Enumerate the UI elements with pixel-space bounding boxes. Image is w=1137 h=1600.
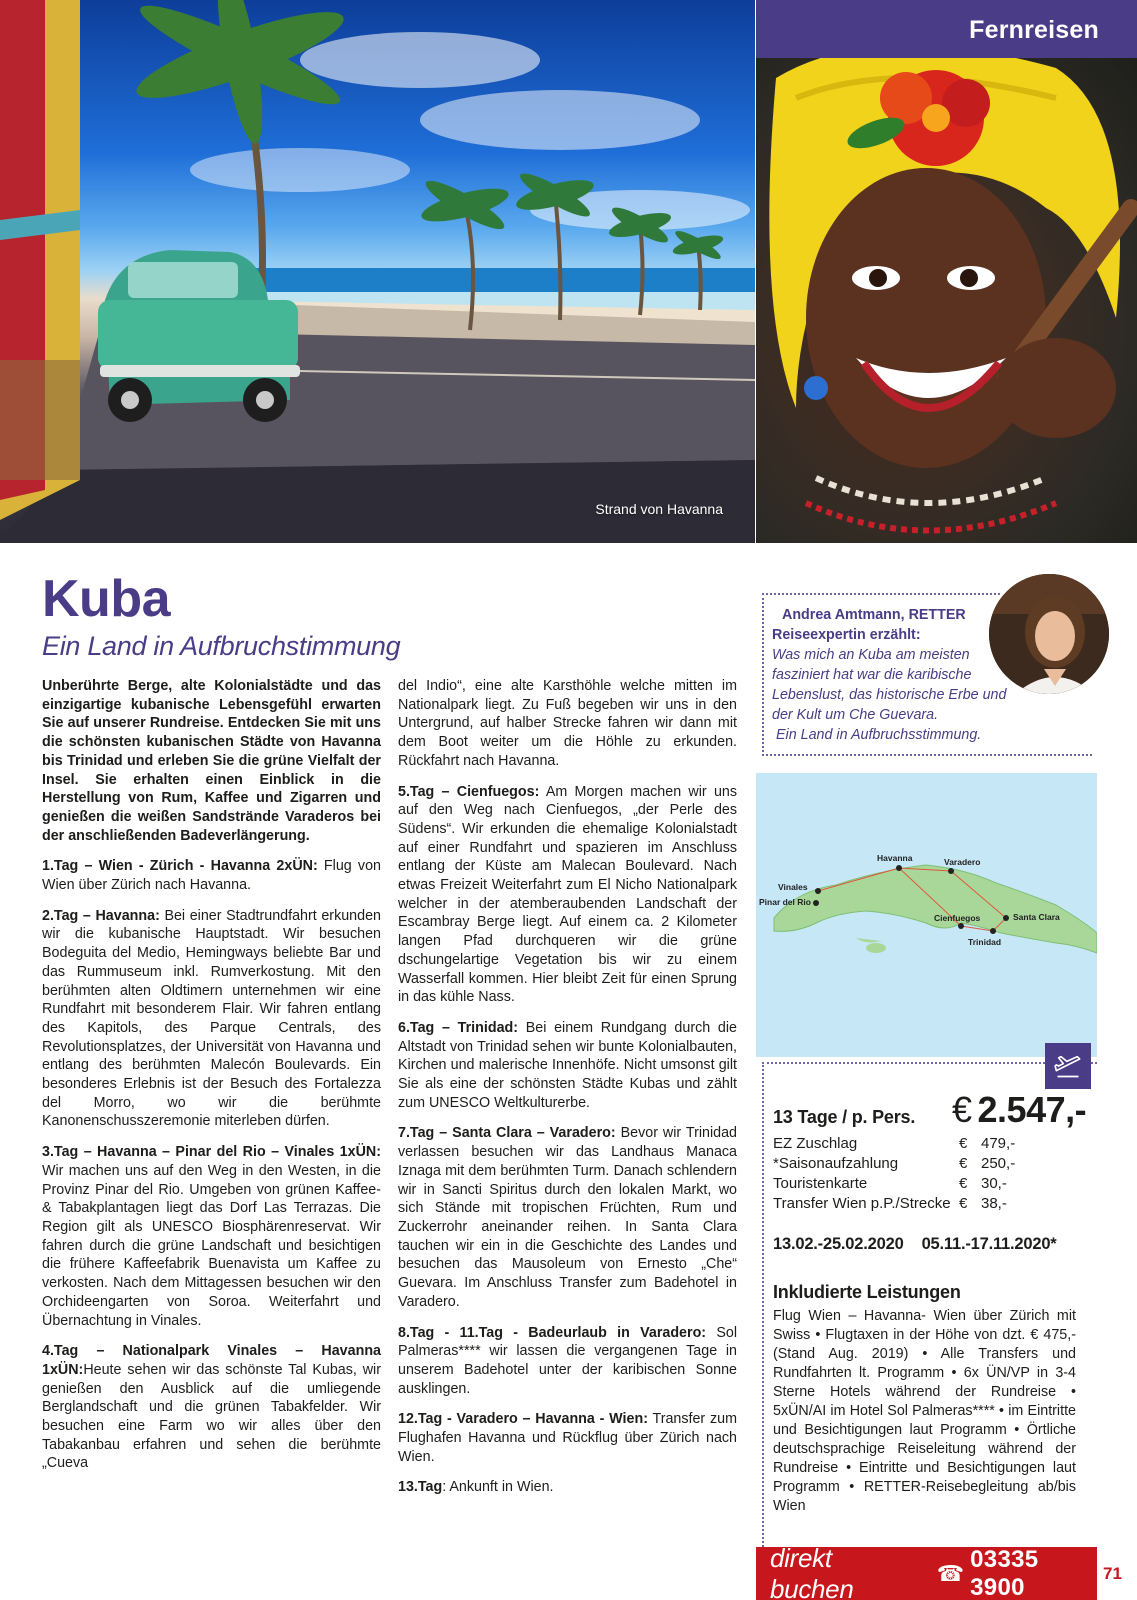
map-label-varadero: Varadero — [944, 857, 981, 867]
expert-role: Reiseexpertin erzählt: — [772, 627, 921, 643]
article-subtitle: Ein Land in Aufbruchstimmung — [42, 631, 401, 661]
day-12 — [398, 1410, 737, 1466]
map-label-santa-clara: Santa Clara — [1013, 912, 1060, 922]
travel-date-2: 05.11.-17.11.2020* — [921, 1235, 1057, 1253]
day-5-heading: 5.Tag – Cienfuegos: — [398, 783, 540, 800]
travel-date-1: 13.02.-25.02.2020 — [773, 1235, 904, 1253]
text-column-2 — [398, 677, 737, 1509]
day-13 — [398, 1478, 737, 1497]
day-6-text: Bei einem Rundgang durch die Altstadt von Trinidad sehen wir bunte Kolonialbauten, Kirchen und malerische Innenhöfe. Nicht umsonst gilt Sie als eine der schönsten Städte Kubas und zählt zum UNESCO Weltkulturerbe. — [398, 1019, 737, 1111]
expert-name: Andrea Amtmann, RETTER — [782, 607, 966, 623]
map-label-trinidad: Trinidad — [968, 937, 1002, 947]
included-services-text: Flug Wien – Havanna- Wien über Zürich mit Swiss • Flugtaxen in der Höhe von dzt. € 475,- (Stand Aug. 2019) • Alle Transfers und Rundfahrten lt. Programm • 6x ÜN/VP in 3-4 Sterne Hotels während der Rundreise • 5xÜN/AI im Hotel Sol Palmeras**** • im Eintritte und Besichtigungen laut Programm • Örtliche deutschsprachige Reiseleitung während der Rundreise • Eintritte und Besichtigungen laut Programm • RETTER-Reisebegleitung ab/bis Wien — [773, 1308, 1076, 1514]
phone-icon: ☎ — [936, 1560, 965, 1586]
day-12-heading: 12.Tag - Varadero – Havanna - Wien: — [398, 1411, 648, 1428]
expert-avatar-illustration — [989, 574, 1112, 697]
plane-badge — [1045, 1043, 1091, 1089]
day-1 — [42, 857, 381, 894]
trip-duration: 13 Tage / p. Pers. — [773, 1107, 916, 1127]
cuban-woman-portrait-photo — [756, 58, 1137, 543]
surcharge-currency: € — [959, 1195, 968, 1212]
text-column-1 — [42, 677, 381, 1485]
day-2-text: Bei einer Stadtrundfahrt erkunden wir die kubanische Hauptstadt. Wir besuchen Bodeguita del Medio, Hemingways beliebte Bar und das Rummuseum inkl. Rumverkostung. Mit den berühmten alten Oldtimern unternehmen wir eine Rundfahrt mit besonderem Flair. Wir fahren entlang des Kapitols, des Parque Centrals, des Revolutionsplatzes, der Universität von Havanna und entlang des berühmten Malecón Boulevards. Ein besonderes Erlebnis ist der Besuch des Fortalezza del Morro, wo wir die berühmte Kanonenschusszeremonie miterleben dürfen. — [42, 907, 381, 1130]
surcharge-amount: 30,- — [981, 1175, 1007, 1192]
page-number: 71 — [1103, 1564, 1122, 1583]
expert-quote-tail: Ein Land in Aufbruchsstimmung. — [775, 727, 982, 743]
day-6 — [398, 1019, 737, 1113]
surcharge-label: EZ Zuschlag — [773, 1135, 858, 1152]
surcharge-amount: 479,- — [981, 1135, 1016, 1152]
day-2 — [42, 907, 381, 1131]
surcharge-currency: € — [959, 1155, 968, 1172]
map-label-pinar-del-rio: Pinar del Rio — [759, 897, 811, 907]
day-1-text: Flug von Wien über Zürich nach Havanna. — [42, 858, 381, 894]
surcharge-amount: 38,- — [981, 1195, 1007, 1212]
day-4-continued — [398, 677, 737, 771]
surcharge-label: Touristenkarte — [773, 1175, 868, 1192]
surcharge-amount: 250,- — [981, 1155, 1016, 1172]
day-7-heading: 7.Tag – Santa Clara – Varadero: — [398, 1125, 616, 1142]
day-4 — [42, 1342, 381, 1473]
surcharge-label: *Saisonaufzahlung — [773, 1155, 899, 1172]
category-header: Fernreisen — [756, 0, 1137, 58]
expert-text — [772, 605, 1012, 745]
article-headline — [42, 570, 742, 662]
day-4-heading: 4.Tag – Nationalpark Vinales – Havanna 1xÜN: — [42, 1343, 381, 1378]
day-8-11-heading: 8.Tag - 11.Tag - Badeurlaub in Varadero: — [398, 1324, 707, 1341]
expert-avatar — [986, 571, 1112, 697]
day-2-heading: 2.Tag – Havanna: — [42, 907, 160, 924]
surcharge-label: Transfer Wien p.P./Strecke — [773, 1195, 951, 1212]
day-4-text-part1: Heute sehen wir das schönste Tal Kubas, wir genießen den Ausblick auf die umliegende Berglandschaft und die grünen Tabakfelder. Wir besuchen eine Farm wo wir alles über den Tabakanbau erfahren und sehen die berühmte „Cueva — [42, 1361, 381, 1472]
havana-beach-photo — [0, 0, 755, 543]
booking-label: direkt buchen — [770, 1542, 854, 1600]
havana-beach-illustration — [0, 0, 755, 543]
surcharge-row — [773, 1174, 1063, 1194]
price-currency: € — [952, 1089, 972, 1130]
day-8-11 — [398, 1324, 737, 1399]
airplane-icon — [1054, 1052, 1082, 1080]
day-3-heading: 3.Tag – Havanna – Pinar del Rio – Vinales 1xÜN: — [42, 1144, 381, 1161]
surcharge-row — [773, 1194, 1063, 1214]
portrait-illustration — [756, 58, 1137, 543]
day-5-text: Am Morgen machen wir uns auf den Weg nach Cienfuegos, „der Perle des Südens“. Wir erkunden die ehemalige Kolonialstadt auf einer Rundfahrt und spazieren im Anschluss entlang der Küste am Malecan Boulevard. Nach etwas Freizeit Weiterfahrt zum El Nicho Nationalpark welcher in der atemberaubenden Landschaft der Escambray Berge liegt. Auf einem ca. 2 Kilometer langen Pfad durchqueren wir die grüne dschungelartige Vegetation bis wir zu einem Wasserfall kommen. Hier bleibt Zeit für einen Sprung in das kühle Nass. — [398, 783, 738, 1006]
intro-paragraph: Unberührte Berge, alte Kolonialstädte und das einzigartige kubanische Lebensgefühl erwarten Sie auf unserer Rundreise. Entdecken Sie mit uns die schönsten kubanischen Städte von Havanna bis Trinidad und erleben Sie die grüne Vielfalt der Insel. Sie erhalten einen Einblick in die Herstellung von Rum, Kaffee und Zigarren und genießen die weißen Sandstrände Varaderos bei der anschließenden Badeverlängerung. — [42, 678, 381, 844]
booking-bar[interactable] — [756, 1542, 1097, 1600]
photo-caption: Strand von Havanna — [595, 501, 723, 517]
day-7-text: Bevor wir Trinidad verlassen besuchen wir das Landhaus Manaca Iznaga mit dem berühmten Turm. Danach schlendern wir in Sancti Spiritus durch den lokalen Markt, wo sich Stände mit tropischen Früchten, Rum und Zuckerrohr aneinander reihen. In Santa Clara tauchen wir ein in die Geschichte des Landes und besuchen das Mausoleum von Ernesto „Che“ Guevara. Im Anschluss Transfer zum Badehotel in Varadero. — [398, 1125, 737, 1310]
day-1-heading: 1.Tag – Wien - Zürich - Havanna 2xÜN: — [42, 858, 318, 875]
article-title: Kuba — [42, 570, 170, 628]
day-8-11-text: Sol Palmeras**** wir lassen die vergangenen Tage in unserem Badehotel unter der karibischen Sonne ausklingen. — [398, 1324, 737, 1397]
surcharge-row — [773, 1134, 1063, 1154]
booking-phone-number[interactable]: 03335 3900 — [970, 1545, 1039, 1600]
map-label-havanna: Havanna — [877, 853, 913, 863]
surcharge-list — [773, 1134, 1063, 1214]
expert-quote — [772, 645, 1012, 745]
surcharge-row — [773, 1154, 1063, 1174]
day-5 — [398, 783, 737, 1007]
day-12-text: Transfer zum Flughafen Havanna und Rückflug über Zürich nach Wien. — [398, 1411, 737, 1465]
travel-dates — [773, 1235, 1057, 1254]
surcharge-currency: € — [959, 1135, 968, 1152]
day-13-text: : Ankunft in Wien. — [442, 1479, 554, 1496]
day-13-heading: 13.Tag — [398, 1479, 443, 1496]
day-3-text: Wir machen uns auf den Weg in den Westen, in die Provinz Pinar del Rio. Umgeben von grünen Kaffee- & Tabakplantagen liegt das Dorf Las Terrazas. Die Region gilt als UNESCO Biosphärenreservat. Wir fahren durch die grüne Landschaft und besichtigen die frühere Kaffeefabrik Buenavista um Kaffee zu verkosten. Nach dem Mittagessen besuchen wir den Orchideengarten von Soroa. Weiterfahrt und Übernachtung in Vinales. — [42, 1162, 381, 1329]
day-7 — [398, 1124, 737, 1311]
day-6-heading: 6.Tag – Trinidad: — [398, 1019, 519, 1036]
day-4-text-part2: del Indio“, eine alte Karsthöhle welche mitten im Nationalpark liegt. Zu Fuß begeben wir uns in den Untergrund, auf halber Strecke fahren wir dann mit dem Boot weiter um die Höhle zu erkunden. Rückfahrt nach Havanna. — [398, 678, 737, 769]
day-3 — [42, 1143, 381, 1330]
included-services-title: Inkludierte Leistungen — [773, 1282, 961, 1302]
map-label-vinales: Vinales — [778, 882, 808, 892]
price-amount: 2.547,- — [977, 1089, 1087, 1130]
cuba-route-map — [756, 773, 1097, 1057]
surcharge-currency: € — [959, 1175, 968, 1192]
trip-price — [952, 1089, 1086, 1131]
expert-quote-body: Was mich an Kuba am meisten fasziniert hat war die karibische Lebenslust, das historische Erbe und der Kult um Che Guevara. — [772, 647, 1007, 723]
map-label-cienfuegos: Cienfuegos — [934, 913, 981, 923]
